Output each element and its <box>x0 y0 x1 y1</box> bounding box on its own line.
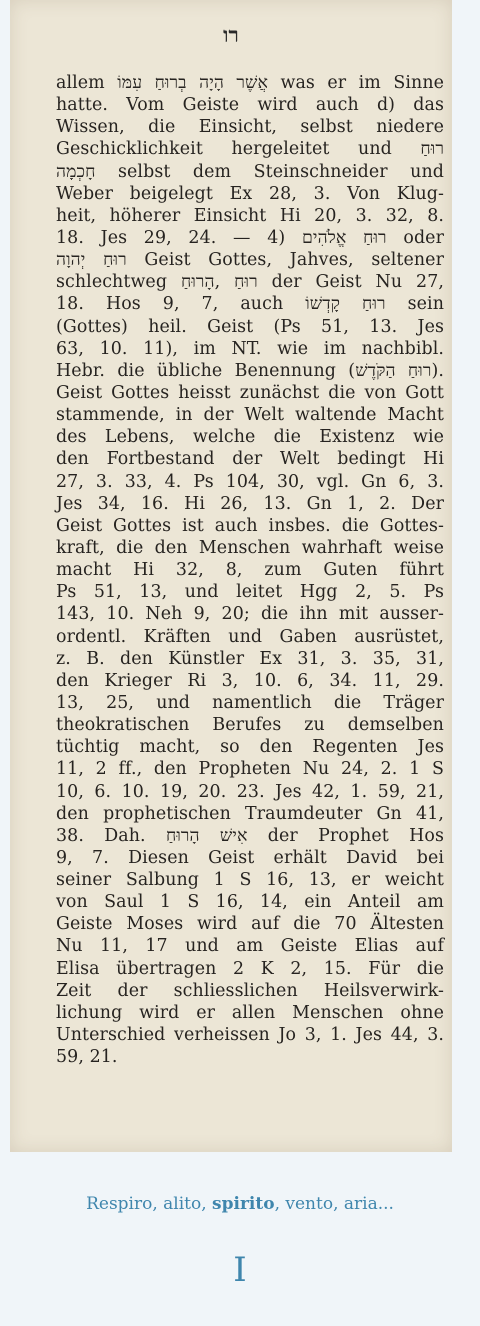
text-line: Weber beigelegt Ex 28, 3. Von Klug- <box>56 183 444 204</box>
text-line: Wissen, die Einsicht, selbst niedere <box>56 117 444 138</box>
text-line: 11, 2 ff., den Propheten Nu 24, 2. 1 S <box>56 759 444 780</box>
text-line: 9, 7. Diesen Geist erhält David bei <box>56 847 444 868</box>
chapter-numeral: I <box>233 1250 247 1290</box>
text-line: z. B. den Künstler Ex 31, 3. 35, 31, <box>56 648 444 669</box>
text-line: 13, 25, und namentlich die Träger <box>56 692 444 713</box>
caption-after: , vento, aria... <box>274 1194 394 1214</box>
text-line: hatte. Vom Geiste wird auch d) das <box>56 95 444 116</box>
text-line: Elisa übertragen 2 K 2, 15. Für die <box>56 958 444 979</box>
text-line: Geist Gottes ist auch insbes. die Gottes- <box>56 515 444 536</box>
text-line: 59, 21. <box>56 1047 118 1068</box>
text-line: Geist Gottes heisst zunächst die von Gott <box>56 382 444 403</box>
dictionary-page-scan <box>10 0 452 1152</box>
text-line: Nu 11, 17 und am Geiste Elias auf <box>56 936 444 957</box>
text-line: Unterschied verheissen Jo 3, 1. Jes 44, 3. <box>56 1025 444 1046</box>
text-line: den Fortbestand der Welt bedingt Hi <box>56 449 444 470</box>
text-line: Ps 51, 13, und leitet Hgg 2, 5. Ps <box>56 582 444 603</box>
text-line: רוּחַ יְהוָה Geist Gottes, Jahves, seltener <box>56 250 444 271</box>
text-line: von Saul 1 S 16, 14, ein Anteil am <box>56 892 444 913</box>
text-line: allem אֲשֶׁר הָיָה בְרוּחַ עִמּוֹ was er im Sinne <box>56 73 445 93</box>
text-line: 63, 10. 11), im NT. wie im nachbibl. <box>56 338 444 359</box>
caption-emphasis: spirito <box>212 1194 275 1214</box>
text-line: stammende, in der Welt waltende Macht <box>56 405 444 426</box>
text-line: 18. Hos 9, 7, auch רוּחַ קָדְשׁוֹ sein <box>56 294 445 315</box>
caption-before: Respiro, alito, <box>86 1194 213 1214</box>
text-line: Geiste Moses wird auf die 70 Ältesten <box>56 914 444 935</box>
text-line: 27, 3. 33, 4. Ps 104, 30, vgl. Gn 6, 3. <box>56 471 444 492</box>
text-line: heit, höherer Einsicht Hi 20, 3. 32, 8. <box>56 205 444 226</box>
text-line: theokratischen Berufes zu demselben <box>56 715 444 736</box>
text-line: lichung wird er allen Menschen ohne <box>56 1002 444 1023</box>
text-line: den prophetischen Traumdeuter Gn 41, <box>56 803 444 824</box>
text-line: Jes 34, 16. Hi 26, 13. Gn 1, 2. Der <box>56 493 444 514</box>
text-line: (Gottes) heil. Geist (Ps 51, 13. Jes <box>56 316 444 337</box>
page-header: רו <box>223 22 239 47</box>
text-line: seiner Salbung 1 S 16, 13, er weicht <box>56 870 444 891</box>
text-line: des Lebens, welche die Existenz wie <box>56 427 444 448</box>
text-line: den Krieger Ri 3, 10. 6, 34. 11, 29. <box>56 670 444 691</box>
text-line: kraft, die den Menschen wahrhaft weise <box>56 537 444 558</box>
text-line: schlechtweg רוּחַ ,הָרוּחַ der Geist Nu 27, <box>56 272 444 293</box>
text-line: 143, 10. Neh 9, 20; die ihn mit ausser- <box>56 604 444 625</box>
text-line: 38. Dah. אִישׁ הָרוּחַ der Prophet Hos <box>56 825 444 846</box>
text-line: 18. Jes 29, 24. — 4) רוּחַ אֱלֹהִים oder <box>56 227 444 248</box>
text-line: Geschicklichkeit hergeleitet und רוּחַ <box>56 139 444 160</box>
dictionary-entry-text <box>56 72 444 1068</box>
text-line: tüchtig macht, so den Regenten Jes <box>56 737 444 758</box>
text-line: 10, 6. 10. 19, 20. 23. Jes 42, 1. 59, 21, <box>56 781 444 802</box>
text-line: חָכְמָה selbst dem Steinschneider und <box>56 161 444 182</box>
text-line: Zeit der schliesslichen Heilsverwirk- <box>56 980 444 1001</box>
text-line: macht Hi 32, 8, zum Guten führt <box>56 560 444 581</box>
text-line: Hebr. die übliche Benennung (רוּחַ הַקֹּדֶשׁ). <box>56 360 444 381</box>
caption <box>0 1194 480 1214</box>
text-line: ordentl. Kräften und Gaben ausrüstet, <box>56 626 444 647</box>
